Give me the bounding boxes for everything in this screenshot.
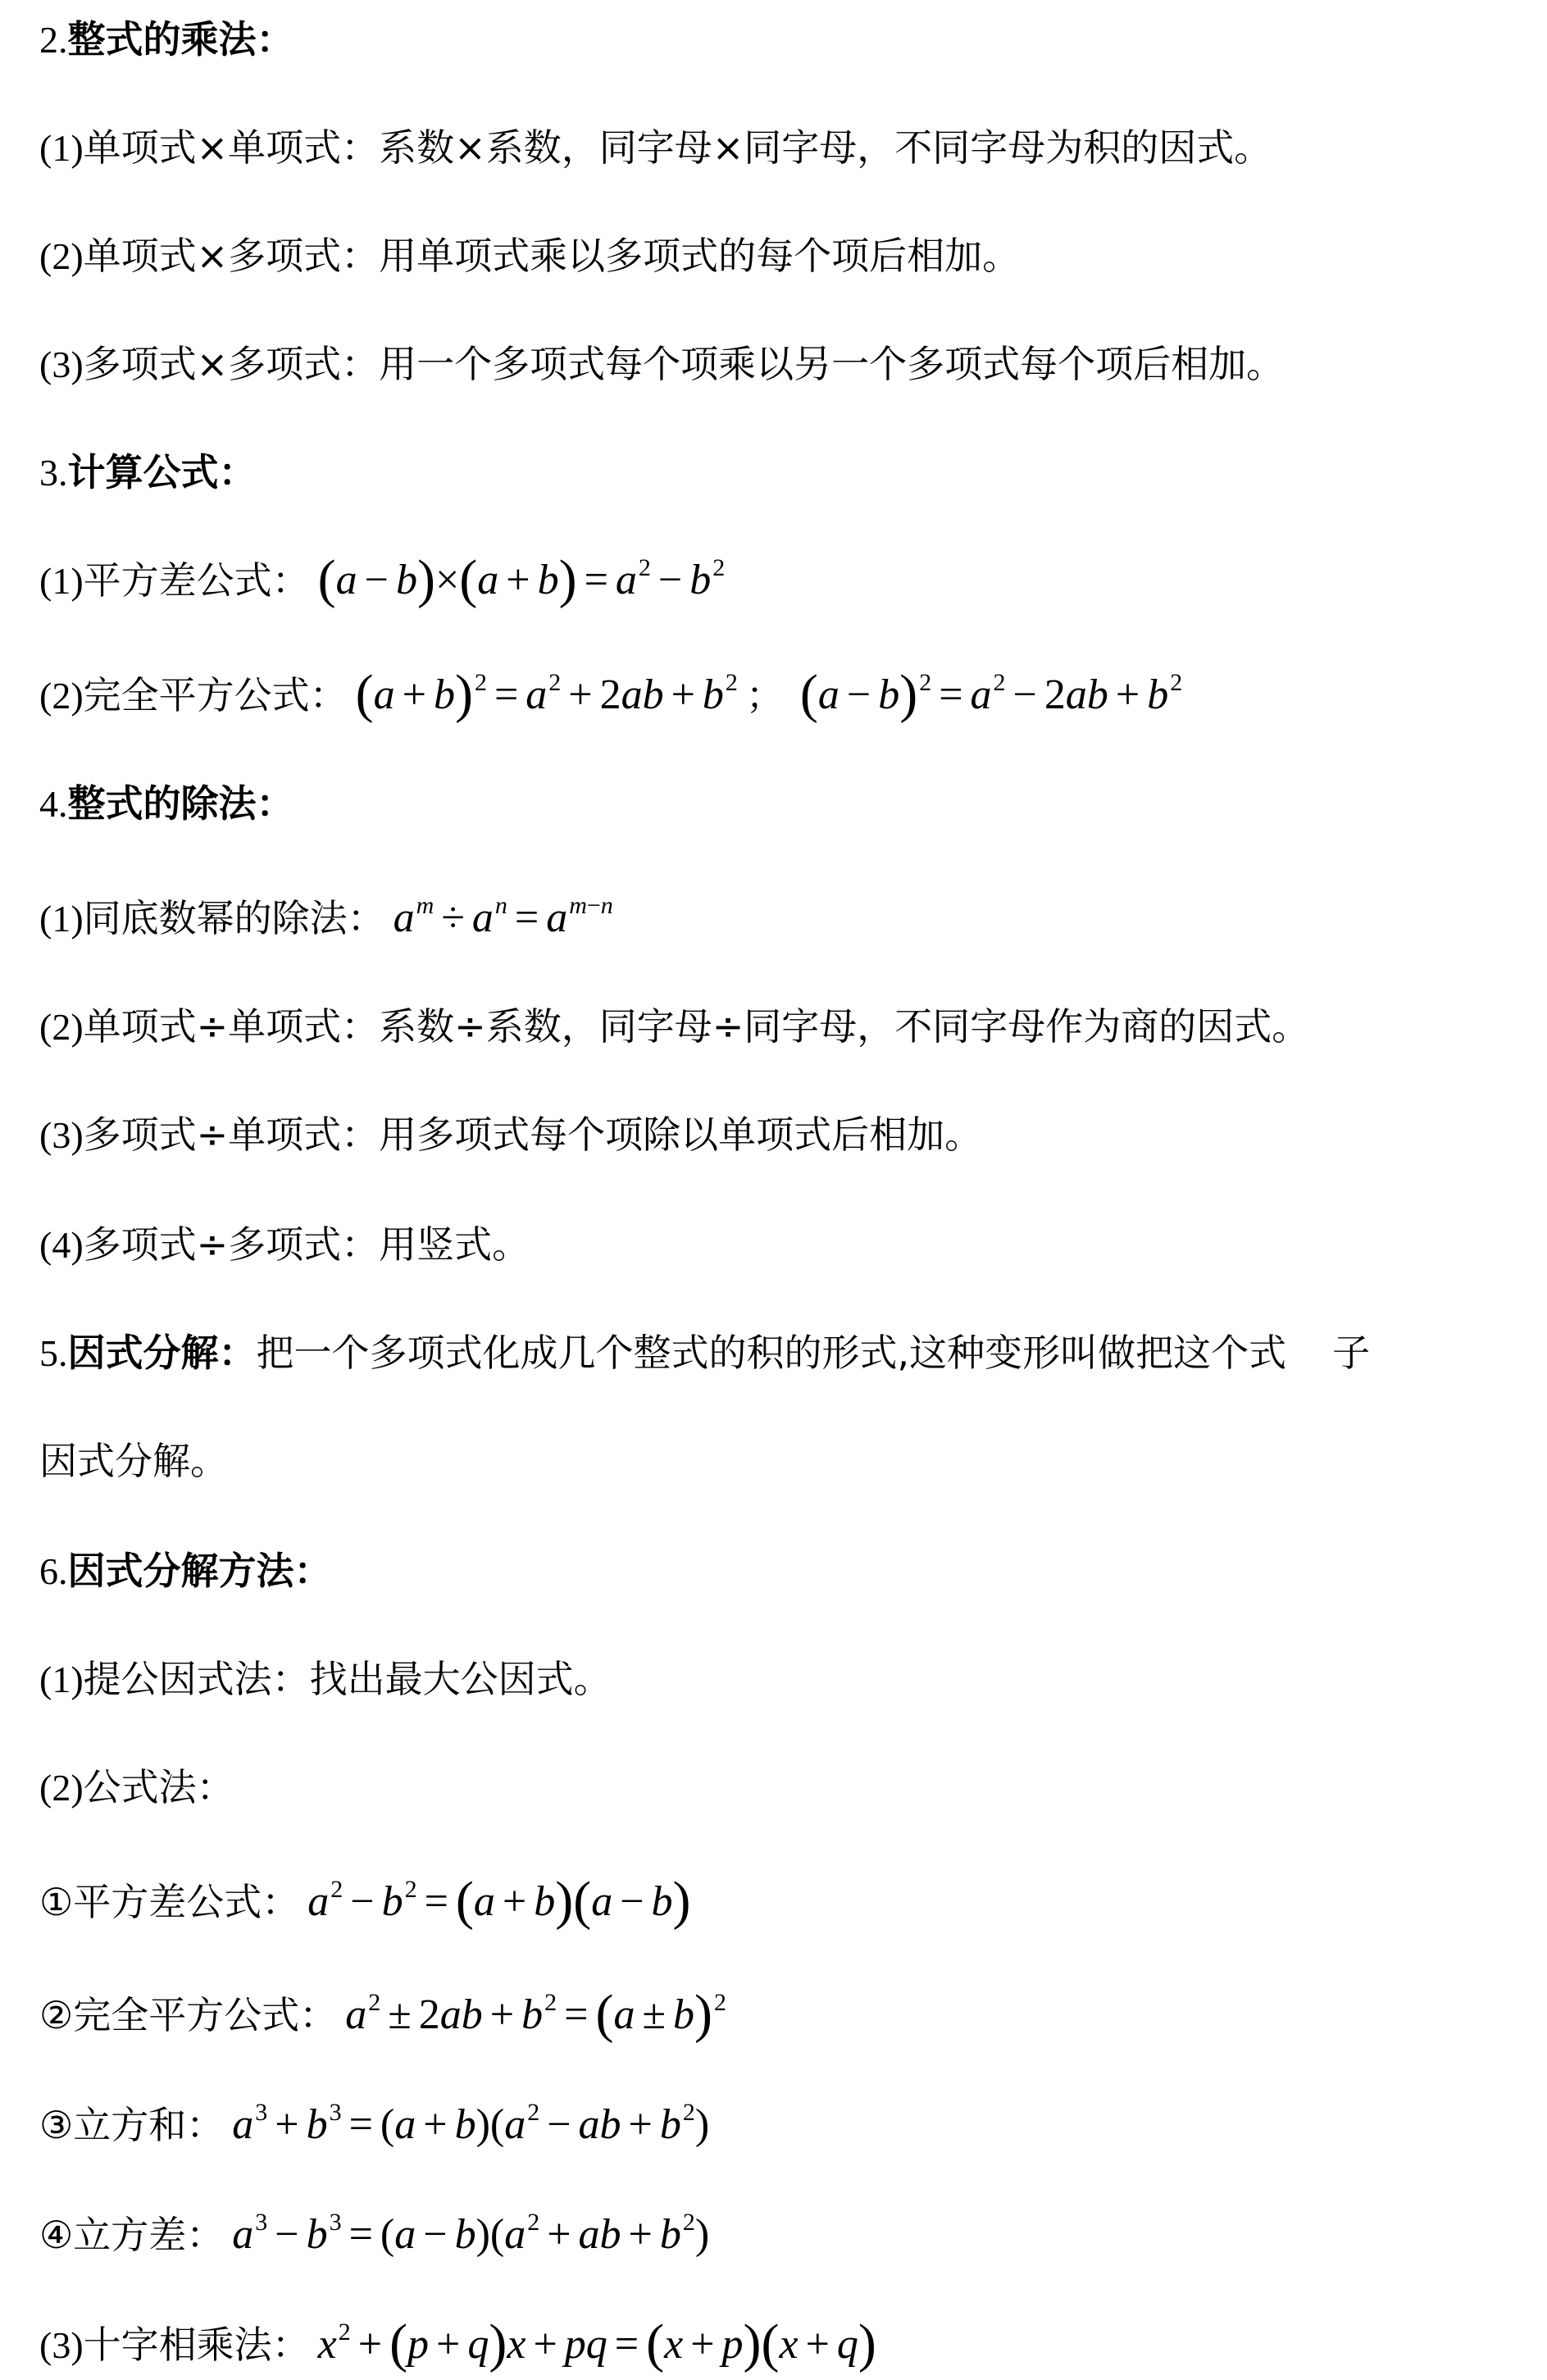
formula-math: $a^2 \pm 2ab + b^2 = (a \pm b)^2$ <box>345 1984 726 2044</box>
section-number: 2. <box>39 19 68 61</box>
formula-math-plus: $(a + b)^2 = a^2 + 2ab + b^2$ <box>355 664 738 724</box>
section-number: 5. <box>39 1332 68 1374</box>
definition-text-2: 因式分解。 <box>39 1439 228 1483</box>
formula-difference-of-squares <box>39 549 726 609</box>
formula-math: $a^3 - b^3 = (a - b)(a^2$ + ab + $b^2$) <box>232 2209 710 2258</box>
section-4-heading <box>39 779 294 828</box>
section-3-heading <box>39 448 257 497</box>
formula-label: 完全平方公式： <box>83 673 348 717</box>
section-title: 因式分解方法： <box>67 1549 332 1593</box>
rule-monomial-times-monomial <box>39 123 1272 172</box>
section-number: 4. <box>39 783 68 825</box>
formula-label: 平方差公式： <box>73 1880 300 1924</box>
definition-text: 把一个多项式化成几个整式的积的形式,这种变形叫做把这个式 <box>256 1331 1287 1375</box>
formula-math: $a^2 - b^2 = (a + b)(a - b)$ <box>307 1871 691 1931</box>
section-title: 整式的乘法： <box>67 17 294 61</box>
rule-polynomial-div-polynomial <box>39 1220 530 1269</box>
section-5-heading <box>39 1328 1370 1377</box>
formula-math-minus: $(a - b)^2 = a^2 - 2ab + b^2$ <box>799 664 1183 724</box>
section-title: 整式的除法： <box>67 781 294 826</box>
formula-label: 同底数幂的除法： <box>83 896 385 940</box>
factor-sum-of-cubes <box>39 2100 709 2150</box>
rule-text: 单项式×多项式：用单项式乘以多项式的每个项后相加。 <box>83 234 1021 278</box>
item-number: (3) <box>39 2324 84 2366</box>
rule-text: 公式法： <box>83 1765 234 1809</box>
rule-polynomial-times-polynomial <box>39 339 1284 389</box>
rule-monomial-times-polynomial <box>39 231 1020 280</box>
formula-math: $a^m \div a^n = a^{m-n}$ <box>393 892 613 941</box>
rule-polynomial-div-monomial <box>39 1110 982 1159</box>
formula-separator: ； <box>745 673 784 717</box>
formula-label: 十字相乘法： <box>83 2323 310 2367</box>
method-common-factor <box>39 1654 612 1704</box>
item-number: (2) <box>39 235 84 277</box>
section-2-heading <box>39 15 294 64</box>
formula-perfect-square <box>39 664 1183 724</box>
section-title: 因式分解： <box>67 1331 257 1375</box>
section-title: 计算公式： <box>67 450 257 494</box>
definition-continuation <box>39 1436 228 1486</box>
circled-marker: ② <box>39 1993 74 2037</box>
item-number: (3) <box>39 1114 84 1156</box>
formula-label: 完全平方公式： <box>73 1993 338 2037</box>
item-number: (4) <box>39 1224 84 1266</box>
rule-text: 单项式×单项式：系数×系数，同字母×同字母，不同字母为积的因式。 <box>83 125 1272 170</box>
rule-text: 多项式×多项式：用一个多项式每个项乘以另一个多项式每个项后相加。 <box>83 342 1285 386</box>
rule-monomial-div-monomial <box>39 1002 1309 1051</box>
formula-math: $a^3 + b^3 = (a + b)(a^2$ − ab + $b^2$) <box>232 2099 710 2148</box>
item-number: (1) <box>39 898 84 940</box>
rule-text: 多项式÷单项式：用多项式每个项除以单项式后相加。 <box>83 1113 983 1157</box>
item-number: (2) <box>39 1767 84 1809</box>
circled-marker: ① <box>39 1880 74 1924</box>
item-number: (2) <box>39 675 84 717</box>
item-number: (1) <box>39 560 84 602</box>
factor-difference-of-cubes <box>39 2210 709 2259</box>
item-number: (2) <box>39 1006 84 1048</box>
method-cross-multiplication <box>39 2314 876 2373</box>
rule-text: 单项式÷单项式：系数÷系数，同字母÷同字母，不同字母作为商的因式。 <box>83 1004 1310 1049</box>
method-formula <box>39 1763 234 1812</box>
formula-label: 立方差： <box>73 2213 225 2257</box>
rule-power-division <box>39 894 613 943</box>
factor-difference-of-squares <box>39 1871 691 1931</box>
section-number: 6. <box>39 1550 68 1592</box>
section-6-heading <box>39 1546 332 1595</box>
circled-marker: ④ <box>39 2213 74 2257</box>
rule-text: 提公因式法：找出最大公因式。 <box>83 1657 612 1701</box>
formula-math: $(a - b)\times(a + b) = a^2 - b^2$ <box>317 549 726 609</box>
item-number: (1) <box>39 127 84 169</box>
rule-text: 多项式÷多项式：用竖式。 <box>83 1222 530 1267</box>
factor-perfect-square <box>39 1984 726 2044</box>
circled-marker: ③ <box>39 2103 74 2147</box>
definition-trailing-char: 子 <box>1332 1331 1371 1375</box>
formula-label: 平方差公式： <box>83 558 310 603</box>
section-number: 3. <box>39 452 68 494</box>
item-number: (3) <box>39 344 84 385</box>
item-number: (1) <box>39 1659 84 1700</box>
formula-math: $x^2 + (p + q)x$ + pq = (x + p)(x + q) <box>317 2314 876 2373</box>
formula-label: 立方和： <box>73 2103 225 2147</box>
